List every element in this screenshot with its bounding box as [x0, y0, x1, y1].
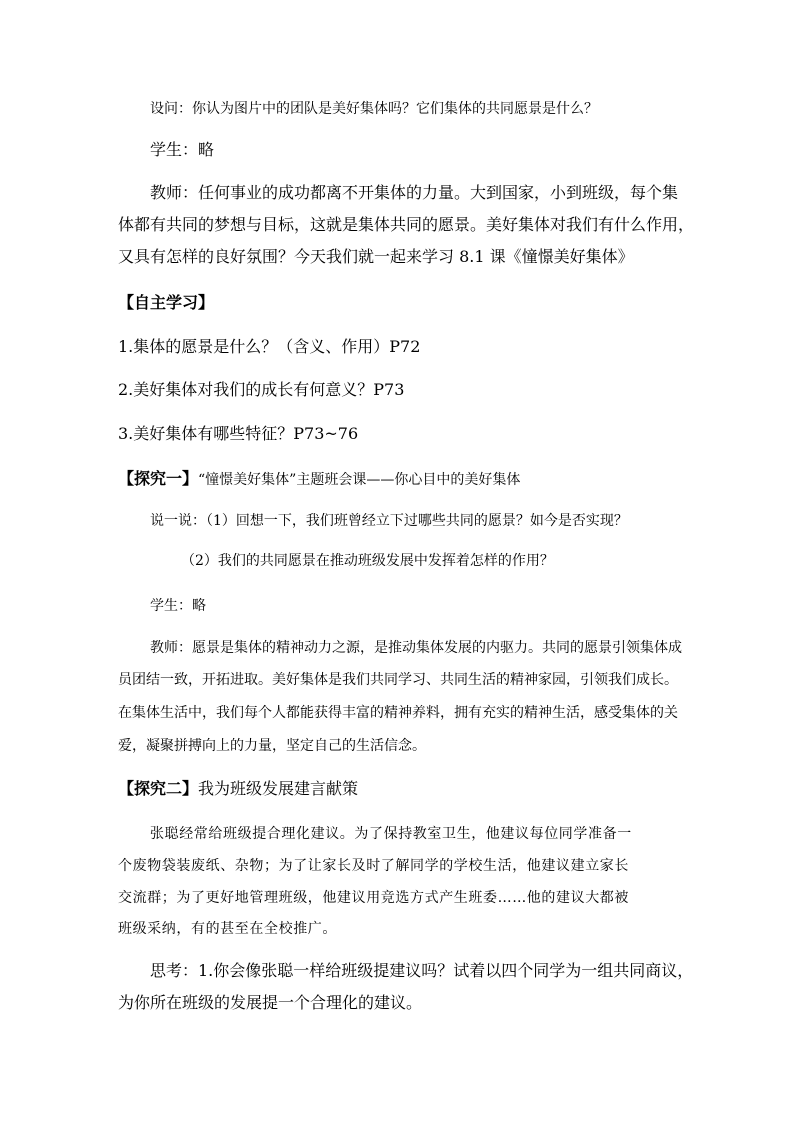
teacher-paragraph-line-1: 教师：任何事业的成功都离不开集体的力量。大到国家，小到班级，每个集 — [150, 183, 679, 202]
self-study-item-3: 3.美好集体有哪些特征？P73~76 — [118, 424, 359, 443]
case-paragraph-line-1: 张聪经常给班级提合理化建议。为了保持教室卫生，他建议每位同学准备一 — [150, 826, 632, 842]
discussion-prompt-1: 说一说：（1）回想一下，我们班曾经立下过哪些共同的愿景？如今是否实现？ — [150, 513, 628, 529]
student-answer-2: 学生：略 — [150, 598, 206, 614]
case-paragraph-line-4: 班级采纳，有的甚至在全校推广。 — [118, 921, 337, 937]
self-study-item-1: 1.集体的愿景是什么？（含义、作用）P72 — [118, 337, 421, 356]
think-question-line-2: 为你所在班级的发展提一个合理化的建议。 — [118, 993, 423, 1012]
teacher-paragraph-2-line-1: 教师：愿景是集体的精神动力之源，是推动集体发展的内驱力。共同的愿景引领集体成 — [150, 640, 682, 656]
self-study-item-2: 2.美好集体对我们的成长有何意义？P73 — [118, 380, 405, 399]
teacher-paragraph-line-2: 体都有共同的梦想与目标，这就是集体共同的愿景。美好集体对我们有什么作用， — [118, 215, 695, 234]
teacher-paragraph-2-line-4: 爱，凝聚拼搏向上的力量，坚定自己的生活信念。 — [118, 738, 426, 754]
explore-two-tag: 【探究二】 — [118, 779, 199, 798]
case-paragraph-line-2: 个废物袋装废纸、杂物；为了让家长及时了解同学的学校生活，他建议建立家长 — [118, 858, 629, 874]
question-prompt: 设问：你认为图片中的团队是美好集体吗？它们集体的共同愿景是什么？ — [150, 101, 598, 117]
explore-one-tag: 【探究一】 — [118, 469, 199, 488]
explore-one-title: “憧憬美好集体”主题班会课——你心目中的美好集体 — [198, 472, 521, 488]
explore-one-heading — [118, 469, 520, 490]
think-question-line-1: 思考：1.你会像张聪一样给班级提建议吗？试着以四个同学为一组共同商议， — [150, 961, 694, 980]
student-answer: 学生：略 — [150, 140, 215, 159]
explore-two-title: 我为班级发展建言献策 — [198, 779, 359, 798]
teacher-paragraph-line-3: 又具有怎样的良好氛围？今天我们就一起来学习 8.1 课《憧憬美好集体》 — [118, 247, 634, 266]
self-study-heading: 【自主学习】 — [118, 293, 215, 312]
teacher-paragraph-2-line-3: 在集体生活中，我们每个人都能获得丰富的精神养料，拥有充实的精神生活，感受集体的关 — [118, 705, 678, 721]
discussion-prompt-2: （2）我们的共同愿景在推动班级发展中发挥着怎样的作用？ — [181, 553, 554, 569]
case-paragraph-line-3: 交流群；为了更好地管理班级，他建议用竞选方式产生班委……他的建议大都被 — [118, 890, 629, 906]
teacher-paragraph-2-line-2: 员团结一致，开拓进取。美好集体是我们共同学习、共同生活的精神家园，引领我们成长。 — [118, 672, 678, 688]
explore-two-heading — [118, 779, 358, 799]
